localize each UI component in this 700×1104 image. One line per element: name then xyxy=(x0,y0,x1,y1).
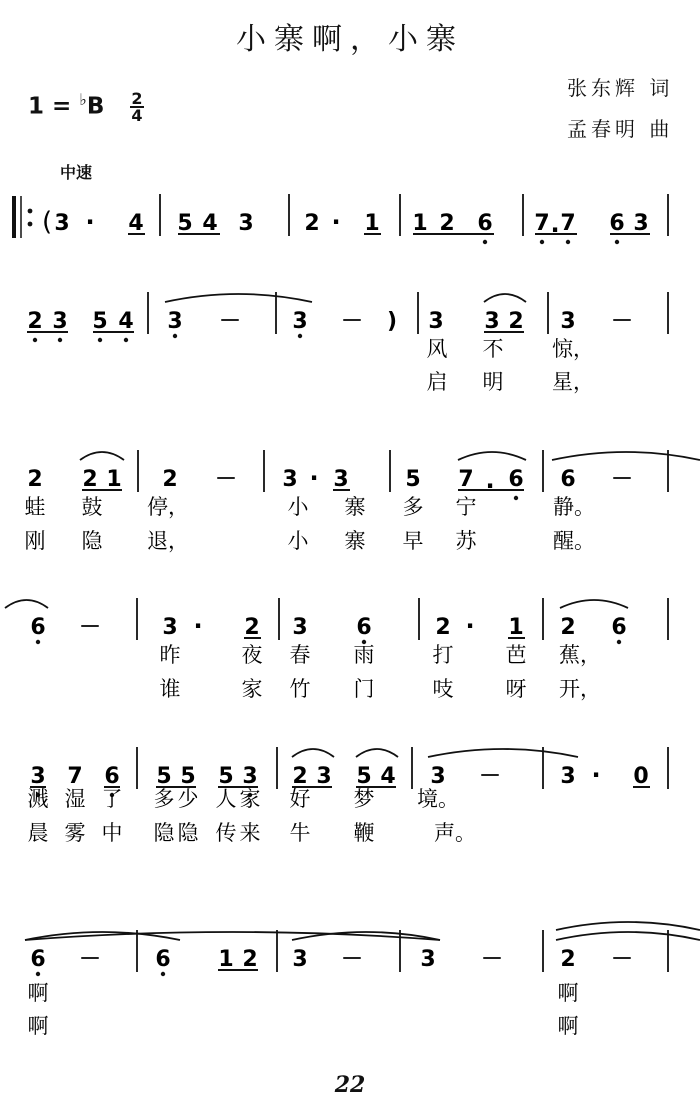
note: 3 xyxy=(292,615,308,640)
note: 5 xyxy=(180,764,196,789)
lyric-word: 啊 xyxy=(557,981,579,1005)
octave-dot xyxy=(615,240,619,244)
note: 3 xyxy=(282,467,298,492)
note: 2 xyxy=(560,947,576,972)
octave-dot xyxy=(58,338,62,342)
note: 6 xyxy=(508,467,524,492)
note: 6 xyxy=(155,947,171,972)
note: 0 xyxy=(633,764,649,789)
note: 3 xyxy=(560,309,576,334)
note: － xyxy=(78,947,102,972)
lyric-word: 雨 xyxy=(353,643,375,667)
note: － xyxy=(340,947,364,972)
note: 2 xyxy=(508,309,524,334)
note: 4 xyxy=(128,211,144,236)
octave-dot xyxy=(124,338,128,342)
note: 2 xyxy=(304,211,320,236)
tie-slur xyxy=(556,922,700,930)
note: 3 xyxy=(30,764,46,789)
octave-dot xyxy=(36,640,40,644)
note: 1 xyxy=(508,615,524,640)
augmentation-dot: · xyxy=(309,464,319,492)
key-prefix: 1 = xyxy=(28,93,80,120)
note: 2 xyxy=(242,947,258,972)
note: 3 xyxy=(420,947,436,972)
note: 6 xyxy=(356,615,372,640)
lyric-word: 隐 xyxy=(81,529,103,553)
note: － xyxy=(480,947,504,972)
note: 7 xyxy=(560,211,576,236)
lyric-word: 湿 xyxy=(64,787,86,811)
lyric-word: 多 xyxy=(402,495,424,519)
lyric-word: 刚 xyxy=(24,529,46,553)
time-signature-bottom: 4 xyxy=(131,106,143,125)
augmentation-dot: · xyxy=(591,761,601,789)
octave-dot xyxy=(36,972,40,976)
lyric-word: 啊 xyxy=(27,981,49,1005)
note: 6 xyxy=(611,615,627,640)
note: 1 xyxy=(218,947,234,972)
lyricist-credit: 张东辉 词 xyxy=(567,76,674,100)
lyric-word: 梦 xyxy=(353,787,375,811)
note: 6 xyxy=(477,211,493,236)
lyric-word: 呀 xyxy=(505,677,527,701)
lyric-word: 人 xyxy=(215,787,237,811)
octave-dot xyxy=(483,240,487,244)
key-note: B xyxy=(86,93,105,120)
composer-credit: 孟春明 曲 xyxy=(567,117,674,141)
lyric-word: 家 xyxy=(239,787,261,811)
note: － xyxy=(78,615,102,640)
note: 2 xyxy=(27,309,43,334)
lyric-word: 昨 xyxy=(159,643,181,667)
time-signature-top: 2 xyxy=(131,89,143,108)
note: － xyxy=(214,467,238,492)
note: 4 xyxy=(118,309,134,334)
note: 7 xyxy=(67,764,83,789)
note: 5 xyxy=(218,764,234,789)
note: － xyxy=(478,764,502,789)
note: 3 xyxy=(428,309,444,334)
note: 5 xyxy=(177,211,193,236)
tie-slur xyxy=(292,749,334,757)
note: 2 xyxy=(560,615,576,640)
note: 2 xyxy=(435,615,451,640)
note: ) xyxy=(386,309,398,334)
tie-slur xyxy=(458,452,526,460)
note: － xyxy=(610,947,634,972)
note: 6 xyxy=(30,615,46,640)
note: 1 xyxy=(106,467,122,492)
note: 2 xyxy=(27,467,43,492)
lyric-word: 启 xyxy=(426,370,448,394)
note: 6 xyxy=(30,947,46,972)
lyric-word: 春 xyxy=(289,643,311,667)
lyric-word: 寨 xyxy=(344,495,366,519)
lyric-word: 啊 xyxy=(27,1014,49,1038)
lyric-word: 吱 xyxy=(432,677,454,701)
lyric-word: 停， xyxy=(147,495,189,519)
note: － xyxy=(218,309,242,334)
lyric-word: 门 xyxy=(353,677,375,701)
note: 3 xyxy=(633,211,649,236)
note: 3 xyxy=(484,309,500,334)
note: － xyxy=(610,309,634,334)
lyric-word: 好 xyxy=(289,787,311,811)
lyric-word: 芭 xyxy=(505,643,527,667)
lyric-word: 家 xyxy=(241,677,263,701)
tie-slur xyxy=(484,294,526,302)
note: 7 xyxy=(534,211,550,236)
note: 3 xyxy=(292,309,308,334)
note: 3 xyxy=(162,615,178,640)
note: 3 xyxy=(238,211,254,236)
lyric-word: 来 xyxy=(239,821,261,845)
lyric-word: 醒。 xyxy=(553,529,595,553)
lyric-word: 明 xyxy=(482,370,504,394)
octave-dot xyxy=(161,972,165,976)
lyric-word: 了 xyxy=(101,787,123,811)
lyric-word: 开， xyxy=(559,677,601,701)
note: 2 xyxy=(162,467,178,492)
page-number: 22 xyxy=(334,1072,366,1098)
octave-dot xyxy=(617,640,621,644)
note: 5 xyxy=(405,467,421,492)
augmentation-dot: · xyxy=(550,216,560,244)
note: 3 xyxy=(333,467,349,492)
note: 5 xyxy=(356,764,372,789)
lyric-word: 声。 xyxy=(434,821,476,845)
lyric-word: 牛 xyxy=(289,821,311,845)
lyric-word: 雾 xyxy=(64,821,86,845)
octave-dot xyxy=(33,338,37,342)
note: 7 xyxy=(458,467,474,492)
lyric-word: 少 xyxy=(177,787,199,811)
note: 2 xyxy=(82,467,98,492)
lyric-word: 风 xyxy=(426,337,448,361)
tie-slur xyxy=(560,600,628,608)
note: 3 xyxy=(242,764,258,789)
note: 5 xyxy=(156,764,172,789)
note: 4 xyxy=(202,211,218,236)
tie-slur xyxy=(356,749,398,757)
lyric-word: 夜 xyxy=(241,643,263,667)
lyric-word: 谁 xyxy=(159,677,181,701)
lyric-word: 中 xyxy=(101,821,123,845)
song-title: 小寨啊，小寨 xyxy=(236,22,464,57)
lyric-word: 晨 xyxy=(27,821,49,845)
augmentation-dot: · xyxy=(193,612,203,640)
note: 1 xyxy=(412,211,428,236)
octave-dot xyxy=(173,334,177,338)
tie-slur xyxy=(552,452,700,460)
tie-slur xyxy=(5,600,48,608)
lyric-word: 星， xyxy=(552,370,594,394)
lyric-word: 溅 xyxy=(27,787,49,811)
lyric-word: 静。 xyxy=(553,495,595,519)
octave-dot xyxy=(98,338,102,342)
tie-slur xyxy=(80,452,124,460)
tie-slur xyxy=(556,932,700,940)
note: 6 xyxy=(104,764,120,789)
flat-sign: ♭ xyxy=(79,90,87,109)
lyric-word: 小 xyxy=(287,495,309,519)
repeat-dot xyxy=(28,209,33,214)
tie-slur xyxy=(428,749,578,757)
note: 3 xyxy=(52,309,68,334)
lyric-word: 惊， xyxy=(552,337,594,361)
note: 6 xyxy=(609,211,625,236)
note: 3 xyxy=(316,764,332,789)
lyric-word: 隐 xyxy=(153,821,175,845)
lyric-word: 隐 xyxy=(177,821,199,845)
lyric-word: 鞭 xyxy=(353,821,375,845)
lyric-word: 传 xyxy=(215,821,237,845)
note: 2 xyxy=(292,764,308,789)
lyric-word: 竹 xyxy=(289,677,311,701)
tempo-marking: 中速 xyxy=(60,163,93,182)
octave-dot xyxy=(514,496,518,500)
note: 6 xyxy=(560,467,576,492)
lyric-word: 多 xyxy=(153,787,175,811)
lyric-word: 境。 xyxy=(417,787,459,811)
lyric-word: 宁 xyxy=(455,495,477,519)
note: － xyxy=(340,309,364,334)
augmentation-dot: · xyxy=(465,612,475,640)
repeat-thick-bar xyxy=(12,196,16,238)
lyric-word: 不 xyxy=(482,337,504,361)
augmentation-dot: · xyxy=(331,208,341,236)
note: 3 xyxy=(292,947,308,972)
note: 4 xyxy=(380,764,396,789)
note: － xyxy=(610,467,634,492)
open-parenthesis: ( xyxy=(42,207,53,237)
tie-slur xyxy=(165,294,312,302)
note: 1 xyxy=(364,211,380,236)
lyric-word: 鼓 xyxy=(81,495,103,519)
note: 2 xyxy=(439,211,455,236)
lyric-word: 打 xyxy=(432,643,454,667)
octave-dot xyxy=(298,334,302,338)
note: 3 xyxy=(560,764,576,789)
augmentation-dot: · xyxy=(485,472,495,500)
lyric-word: 早 xyxy=(402,529,424,553)
lyric-word: 小 xyxy=(287,529,309,553)
lyric-word: 寨 xyxy=(344,529,366,553)
note: 3 xyxy=(430,764,446,789)
note: 5 xyxy=(92,309,108,334)
augmentation-dot: · xyxy=(85,208,95,236)
note: 2 xyxy=(244,615,260,640)
lyric-word: 苏 xyxy=(455,529,477,553)
lyric-word: 蕉， xyxy=(559,643,601,667)
note: 3 xyxy=(54,211,70,236)
lyric-word: 蛙 xyxy=(24,495,46,519)
lyric-word: 退， xyxy=(147,529,189,553)
note: 3 xyxy=(167,309,183,334)
octave-dot xyxy=(540,240,544,244)
lyric-word: 啊 xyxy=(557,1014,579,1038)
octave-dot xyxy=(566,240,570,244)
repeat-dot xyxy=(28,222,33,227)
